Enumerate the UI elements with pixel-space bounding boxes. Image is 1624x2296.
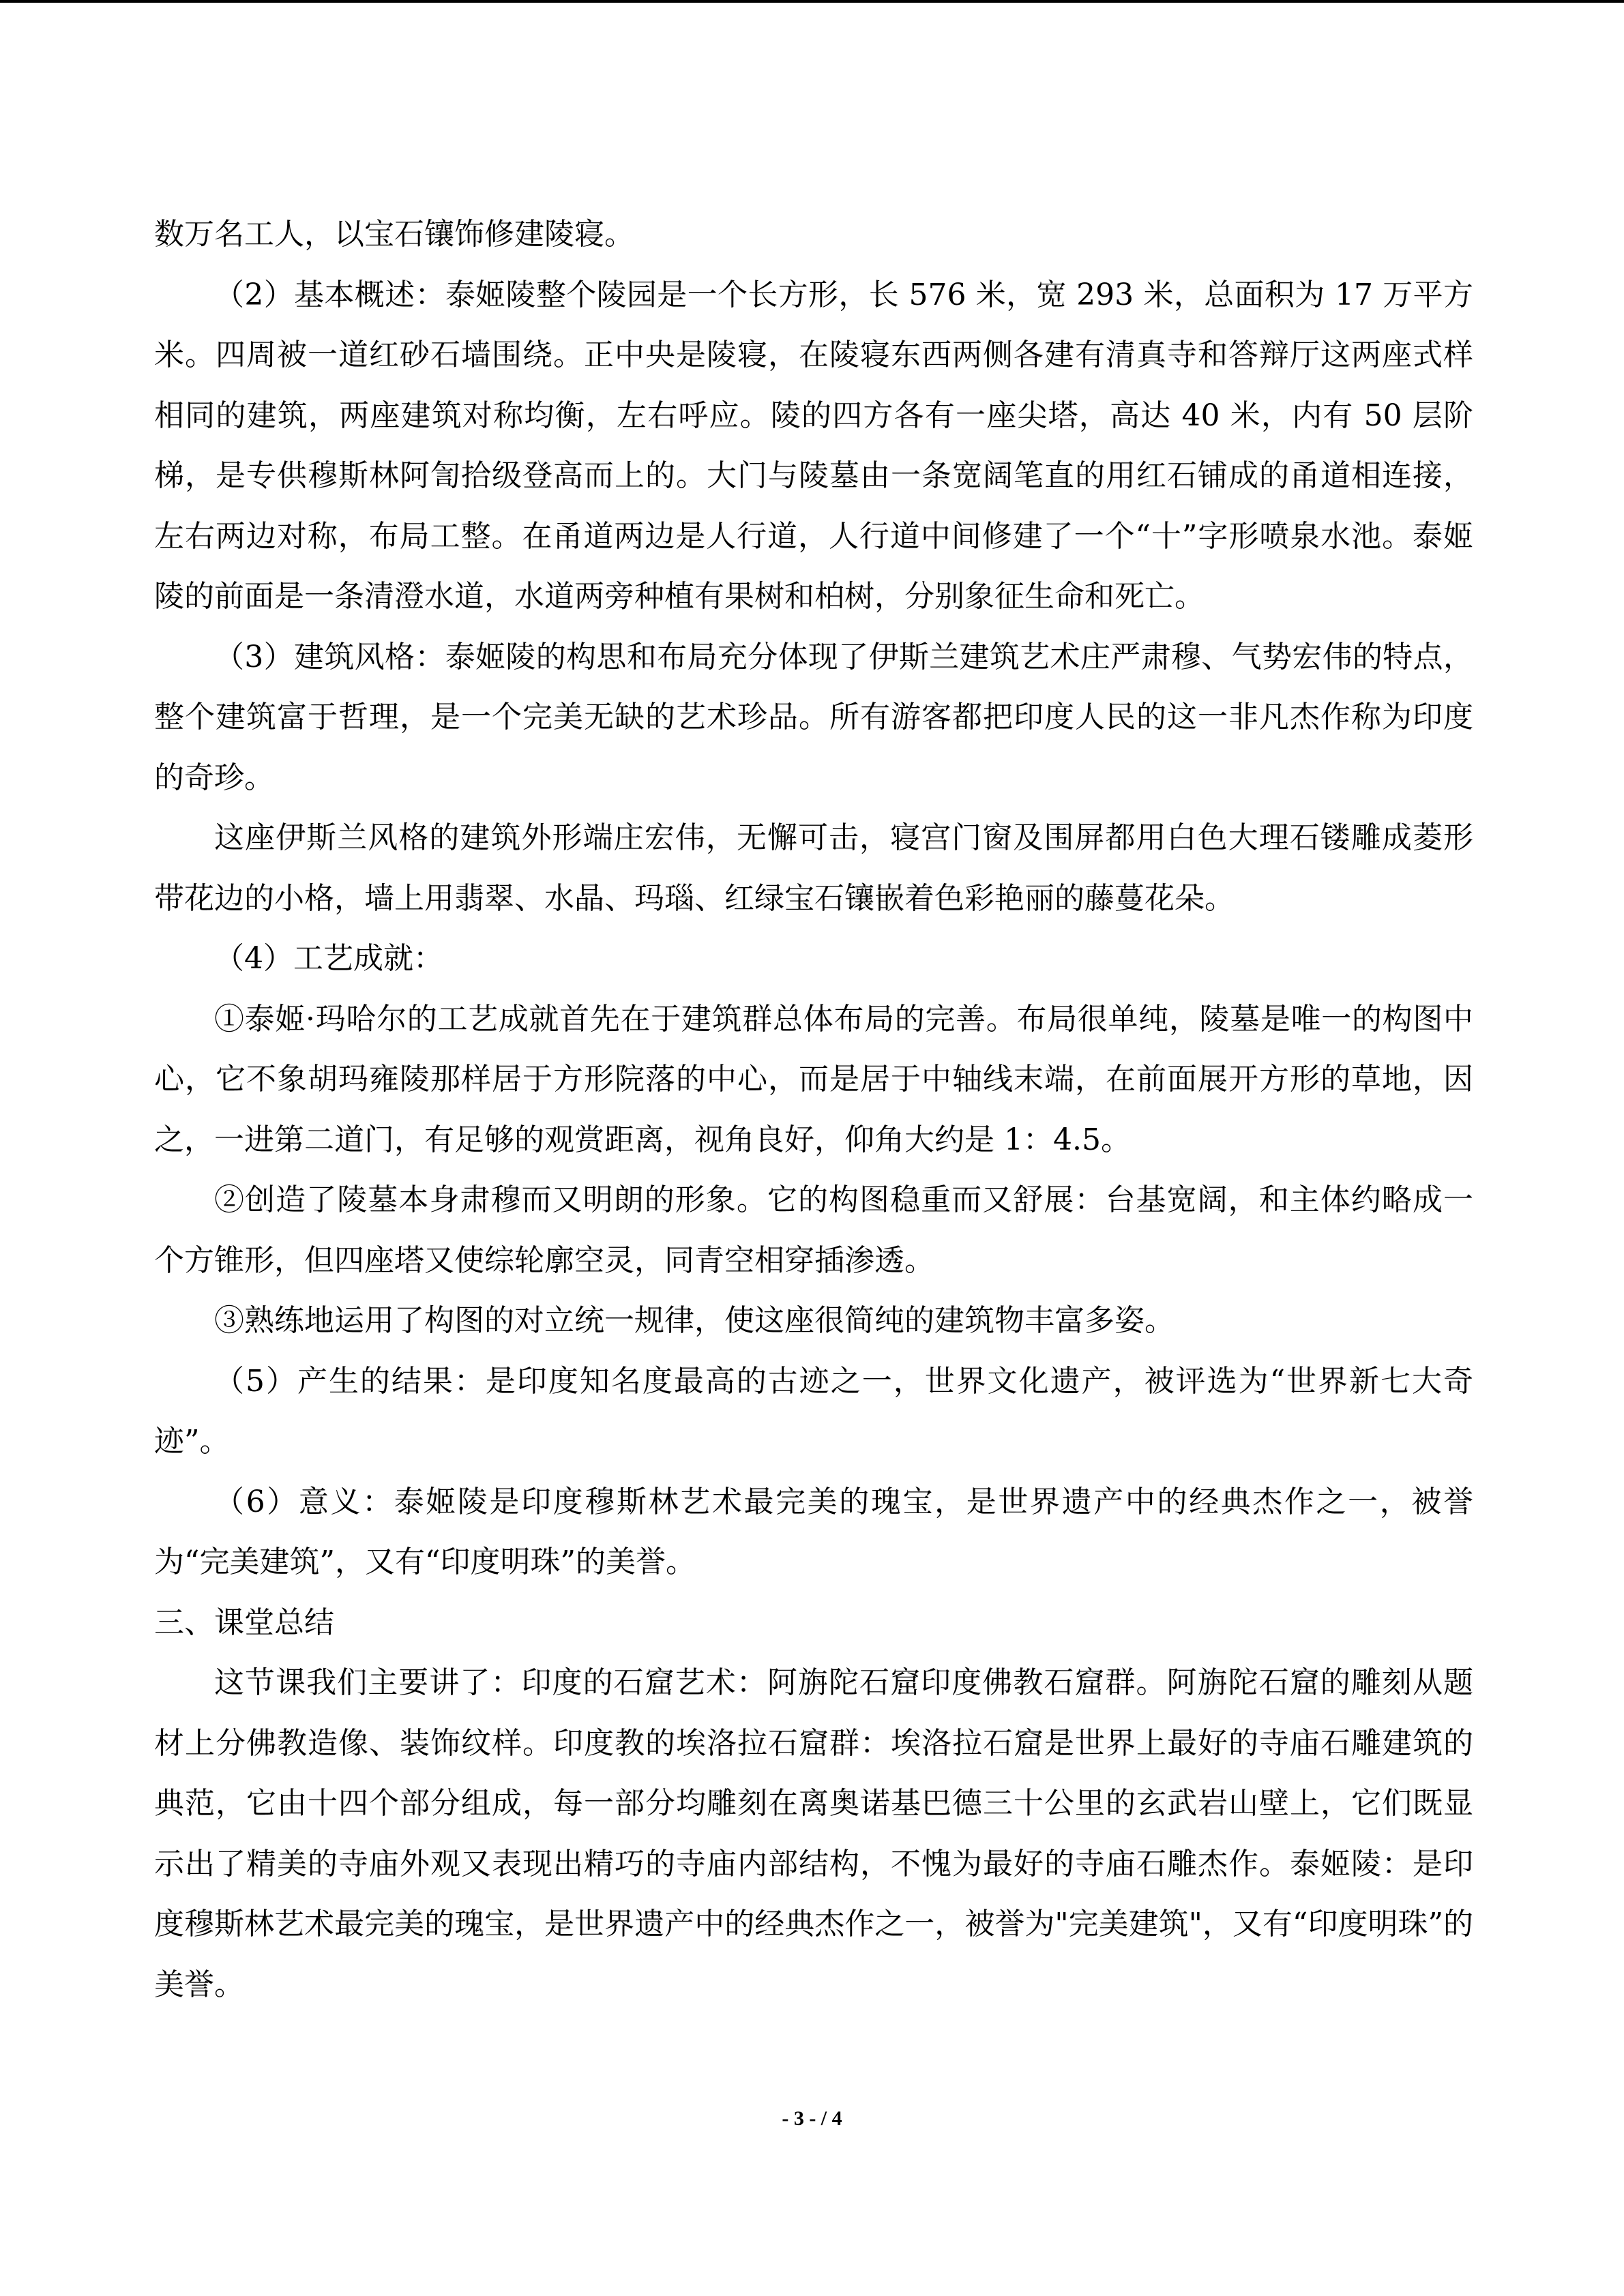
top-border-line	[0, 0, 1624, 3]
paragraph-workers: 数万名工人，以宝石镶饰修建陵寝。	[154, 217, 634, 252]
document-body	[154, 205, 1473, 2015]
paragraph-basic-overview: （2）基本概述：泰姬陵整个陵园是一个长方形，长 576 米，宽 293 米，总面积为 17 万平方米。四周被一道红砂石墙围绕。正中央是陵寝，在陵寝东西两侧各建有清真寺和答辩厅这两座式样相同的建筑，两座建筑对称均衡，左右呼应。陵的四方各有一座尖塔，高达 40 米，内有 50 层阶梯，是专供穆斯林阿訇拾级登高而上的。大门与陵墓由一条宽阔笔直的用红石铺成的甬道相连接，左右两边对称，布局工整。在甬道两边是人行道，人行道中间修建了一个“十”字形喷泉水池。泰姬陵的前面是一条清澄水道，水道两旁种植有果树和柏树，分别象征生命和死亡。	[154, 277, 1473, 614]
page-number: - 3 - / 4	[782, 2107, 842, 2130]
paragraph-significance: （6）意义：泰姬陵是印度穆斯林艺术最完美的瑰宝，是世界遗产中的经典杰作之一，被誉为“完美建筑”，又有“印度明珠”的美誉。	[154, 1484, 1473, 1579]
paragraph-summary: 这节课我们主要讲了：印度的石窟艺术：阿旃陀石窟印度佛教石窟群。阿旃陀石窟的雕刻从题材上分佛教造像、装饰纹样。印度教的埃洛拉石窟群：埃洛拉石窟是世界上最好的寺庙石雕建筑的典范，它由十四个部分组成，每一部分均雕刻在离奥诺基巴德三十公里的玄武岩山壁上，它们既显示出了精美的寺庙外观又表现出精巧的寺庙内部结构，不愧为最好的寺庙石雕杰作。泰姬陵：是印度穆斯林艺术最完美的瑰宝，是世界遗产中的经典杰作之一，被誉为"完美建筑"，又有“印度明珠”的美誉。	[154, 1665, 1473, 2002]
section-heading-summary: 三、课堂总结	[154, 1605, 334, 1640]
paragraph-result: （5）产生的结果：是印度知名度最高的古迹之一，世界文化遗产，被评选为“世界新七大奇迹”。	[154, 1363, 1473, 1459]
paragraph-craft-point-2: ②创造了陵墓本身肃穆而又明朗的形象。它的构图稳重而又舒展：台基宽阔，和主体约略成一个方锥形，但四座塔又使综轮廓空灵，同青空相穿插渗透。	[154, 1182, 1473, 1278]
paragraph-architectural-style: （3）建筑风格：泰姬陵的构思和布局充分体现了伊斯兰建筑艺术庄严肃穆、气势宏伟的特点，整个建筑富于哲理，是一个完美无缺的艺术珍品。所有游客都把印度人民的这一非凡杰作称为印度的奇珍。	[154, 639, 1473, 795]
paragraph-exterior-description: 这座伊斯兰风格的建筑外形端庄宏伟，无懈可击，寝宫门窗及围屏都用白色大理石镂雕成菱形带花边的小格，墙上用翡翠、水晶、玛瑙、红绿宝石镶嵌着色彩艳丽的藤蔓花朵。	[154, 820, 1473, 916]
paragraph-craft-point-3: ③熟练地运用了构图的对立统一规律，使这座很简纯的建筑物丰富多姿。	[214, 1303, 1175, 1338]
paragraph-craft-point-1: ①泰姬·玛哈尔的工艺成就首先在于建筑群总体布局的完善。布局很单纯，陵墓是唯一的构图中心，它不象胡玛雍陵那样居于方形院落的中心，而是居于中轴线末端，在前面展开方形的草地，因之，一进第二道门，有足够的观赏距离，视角良好，仰角大约是 1：4.5。	[154, 1001, 1473, 1157]
paragraph-craft-heading: （4）工艺成就：	[214, 941, 443, 976]
